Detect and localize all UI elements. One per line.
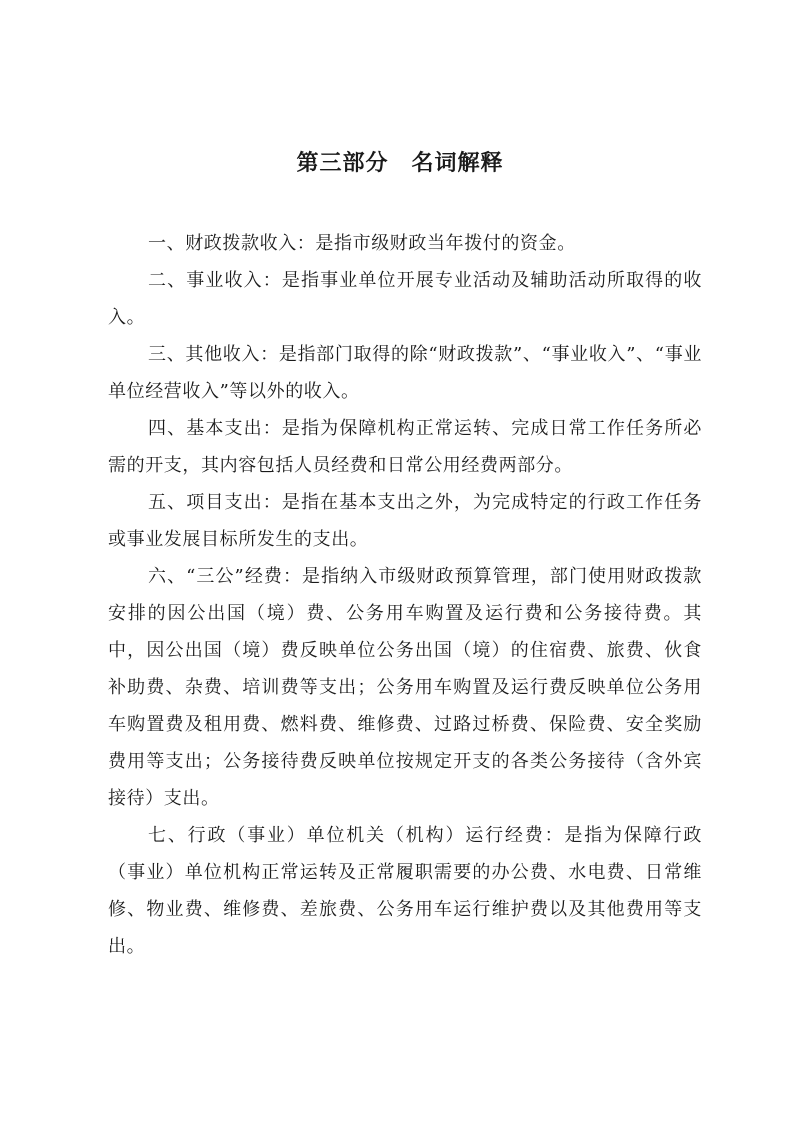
paragraph-three-public-expenses: 六、“三公”经费：是指纳入市级财政预算管理，部门使用财政拨款安排的因公出国（境）费、公务用车购置及运行费和公务接待费。其中，因公出国（境）费反映单位公务出国（境）的住宿费、旅费、伙食补助费、杂费、培训费等支出；公务用车购置及运行费反映单位公务用车购置费及租用费、燃料费、维修费、过路过桥费、保险费、安全奖励费用等支出；公务接待费反映单位按规定开支的各类公务接待（含外宾接待）支出。 — [108, 566, 702, 809]
document-body — [108, 225, 702, 965]
paragraph-business-income: 二、事业收入：是指事业单位开展专业活动及辅助活动所取得的收入。 — [108, 270, 702, 328]
paragraph-other-income: 三、其他收入：是指部门取得的除“财政拨款”、“事业收入”、“事业单位经营收入”等以外的收入。 — [108, 344, 702, 402]
paragraph-fiscal-appropriation-income: 一、财政拨款收入：是指市级财政当年拨付的资金。 — [148, 233, 576, 254]
paragraph-operating-expenses: 七、行政（事业）单位机关（机构）运行经费：是指为保障行政（事业）单位机构正常运转及正常履职需要的办公费、水电费、日常维修、物业费、维修费、差旅费、公务用车运行维护费以及其他费用等支出。 — [108, 825, 702, 957]
paragraph-project-expenditure: 五、项目支出：是指在基本支出之外，为完成特定的行政工作任务或事业发展目标所发生的支出。 — [108, 492, 702, 550]
paragraph-basic-expenditure: 四、基本支出：是指为保障机构正常运转、完成日常工作任务所必需的开支，其内容包括人员经费和日常公用经费两部分。 — [108, 418, 702, 476]
page-title: 第三部分 名词解释 — [296, 151, 504, 176]
